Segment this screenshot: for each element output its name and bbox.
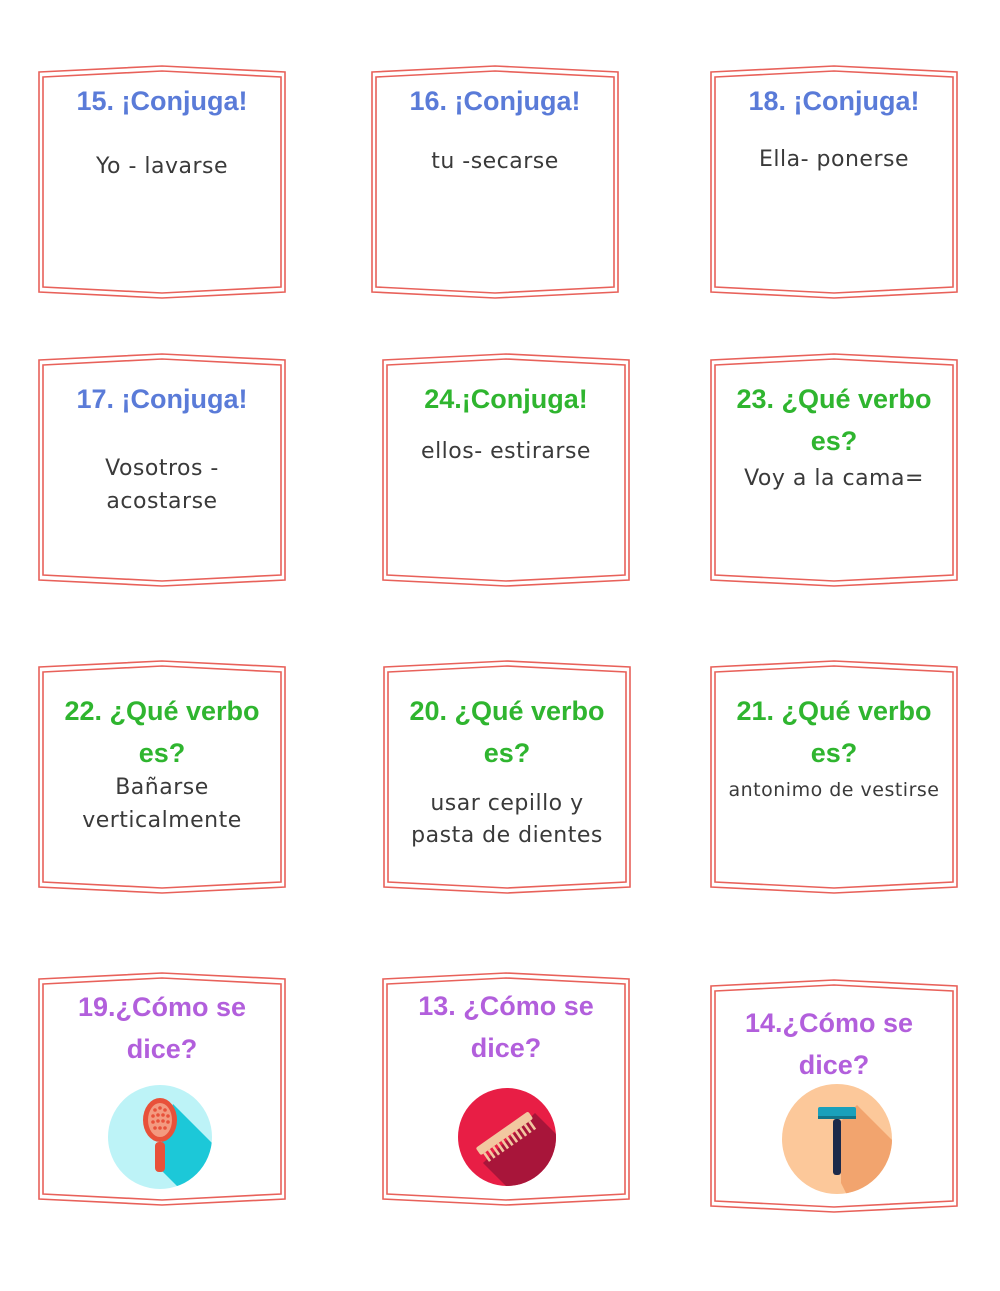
card-16	[371, 66, 619, 298]
comb-icon	[457, 1087, 557, 1187]
card-17	[38, 354, 286, 586]
razor-icon	[781, 1083, 893, 1195]
card-23	[710, 354, 958, 586]
card-text: pasta de dientes	[411, 823, 603, 848]
card-title: 20. ¿Qué verbo	[409, 696, 605, 726]
card-21	[710, 661, 958, 893]
card-22	[38, 661, 286, 893]
card-title: dice?	[798, 1050, 870, 1080]
card-text: verticalmente	[82, 808, 242, 833]
card-title: 16. ¡Conjuga!	[409, 86, 581, 116]
card-13	[382, 973, 630, 1205]
card-text: Voy a la cama=	[744, 466, 924, 491]
card-text: acostarse	[106, 489, 218, 514]
card-title: 18. ¡Conjuga!	[748, 86, 920, 116]
card-title: es?	[810, 426, 858, 456]
card-text: antonimo de vestirse	[728, 779, 940, 801]
card-text: usar cepillo y	[430, 791, 584, 816]
card-title: 19.¿Cómo se	[77, 992, 247, 1022]
card-title: es?	[138, 738, 186, 768]
card-title: es?	[483, 738, 531, 768]
card-text: Ella- ponerse	[759, 147, 909, 172]
card-title: 14.¿Cómo se	[744, 1008, 914, 1038]
card-24	[382, 354, 630, 586]
card-14	[710, 980, 958, 1212]
card-title: 15. ¡Conjuga!	[76, 86, 248, 116]
card-title: es?	[810, 738, 858, 768]
card-text: Bañarse	[115, 775, 209, 800]
card-text: Yo - lavarse	[95, 154, 229, 179]
card-18	[710, 66, 958, 298]
card-title: 23. ¿Qué verbo	[736, 384, 932, 414]
card-text: Vosotros -	[105, 456, 219, 481]
card-title: dice?	[126, 1034, 198, 1064]
card-title: 22. ¿Qué verbo	[64, 696, 260, 726]
card-20	[383, 661, 631, 893]
card-text: tu -secarse	[431, 149, 559, 174]
card-15	[38, 66, 286, 298]
card-title: 13. ¿Cómo se	[418, 991, 594, 1021]
card-title: 24.¡Conjuga!	[424, 384, 588, 414]
hairbrush-icon	[107, 1084, 213, 1190]
card-title: 17. ¡Conjuga!	[76, 384, 248, 414]
card-text: ellos- estirarse	[421, 439, 591, 464]
card-title: dice?	[470, 1033, 542, 1063]
card-19	[38, 973, 286, 1205]
card-title: 21. ¿Qué verbo	[736, 696, 932, 726]
